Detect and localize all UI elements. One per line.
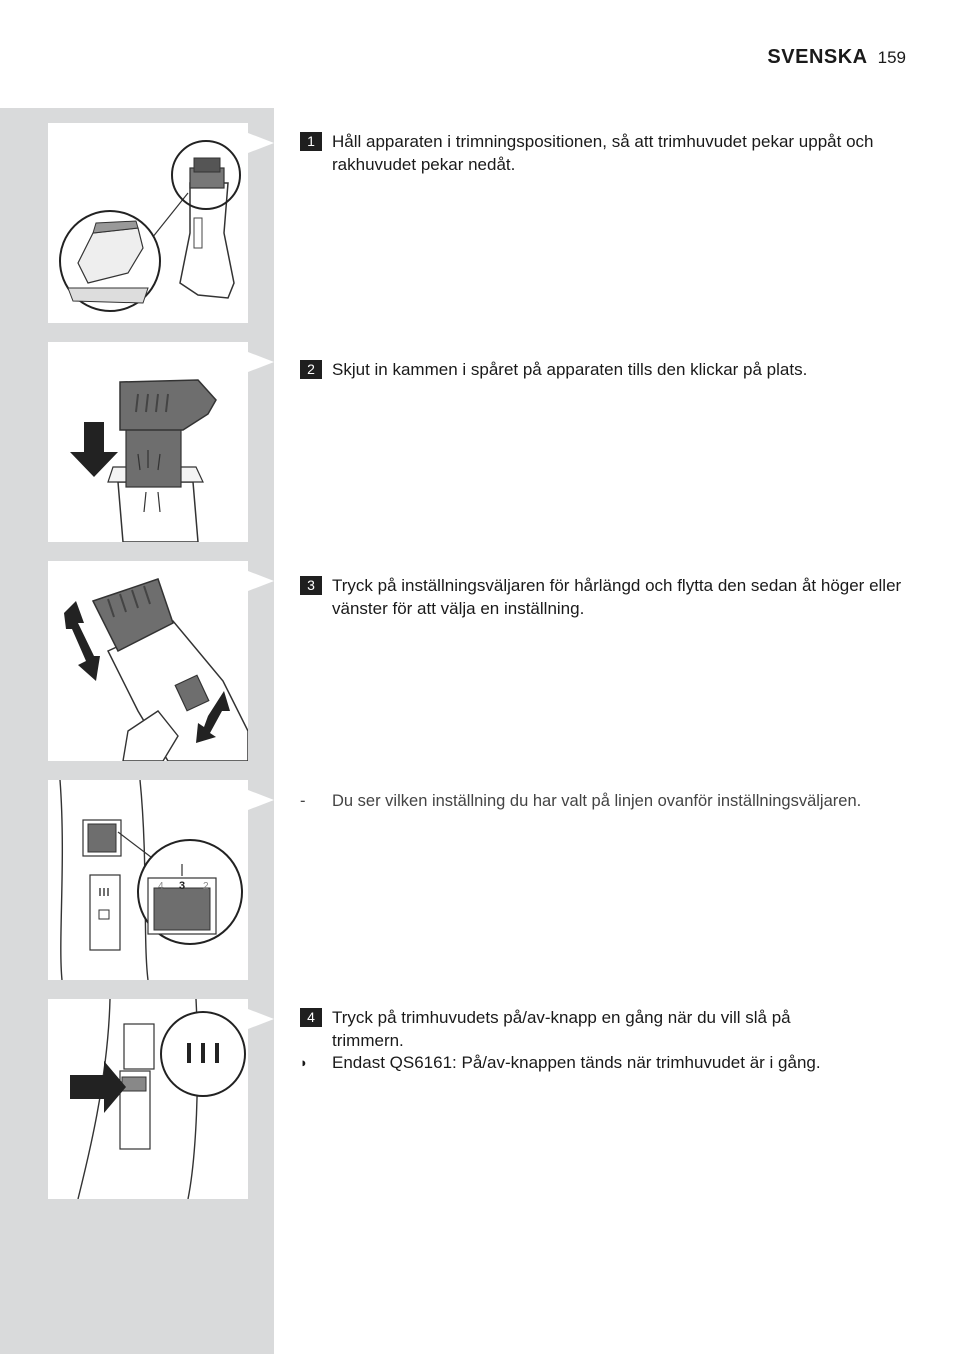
step-4 (300, 1006, 860, 1052)
figure-5-pointer (248, 1009, 274, 1029)
step-number: 2 (300, 360, 322, 379)
note-text: Du ser vilken inställning du har valt på linjen ovanför inställningsväljaren. (332, 792, 862, 810)
figure-2-attach-comb (48, 342, 248, 542)
dial-label-3: 3 (179, 880, 186, 892)
figure-5-power-button (48, 999, 248, 1199)
figure-1-pointer (248, 133, 274, 153)
figure-2-pointer (248, 352, 274, 372)
step-text: Håll apparaten i trimningspositionen, så att trimhuvudet pekar uppåt och rakhuvudet pekar nedåt. (332, 132, 874, 174)
step-number: 4 (300, 1008, 322, 1027)
step-2 (300, 358, 910, 381)
note-text: Endast QS6161: På/av-knappen tänds när trimhuvudet är i gång. (332, 1053, 821, 1072)
page-number: 159 (877, 48, 906, 67)
figure-3-select-setting (48, 561, 248, 761)
bullet-marker: ◗ (300, 1055, 308, 1070)
step-number: 3 (300, 576, 322, 595)
step-3 (300, 574, 910, 620)
note-qs6161 (300, 1051, 910, 1074)
figure-4-pointer (248, 790, 274, 810)
note-setting-line (300, 790, 910, 813)
language-label: SVENSKA (767, 46, 868, 68)
figure-3-pointer (248, 571, 274, 591)
step-text: Skjut in kammen i spåret på apparaten tills den klickar på plats. (332, 360, 808, 379)
step-1 (300, 130, 910, 176)
dial-label-4: 4 (158, 881, 164, 892)
figure-1-trim-position (48, 123, 248, 323)
figure-4-setting-indicator (48, 780, 248, 980)
dial-label-2: 2 (203, 881, 209, 892)
step-text: Tryck på inställningsväljaren för hårlängd och flytta den sedan åt höger eller vänster för att välja en inställning. (332, 576, 902, 618)
page-header (767, 46, 906, 69)
dash-marker: - (300, 792, 306, 810)
step-text: Tryck på trimhuvudets på/av-knapp en gång när du vill slå på trimmern. (332, 1008, 791, 1050)
step-number: 1 (300, 132, 322, 151)
